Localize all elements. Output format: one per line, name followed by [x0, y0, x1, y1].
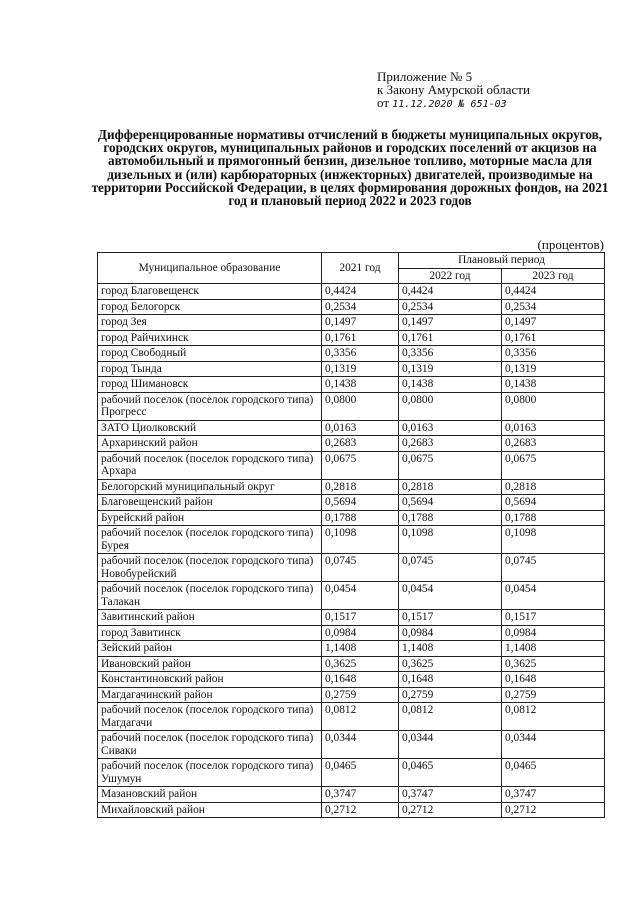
municipality-cell: Мазановский район	[98, 787, 322, 803]
table-row	[98, 703, 605, 731]
table-row	[98, 299, 605, 315]
value-2023-cell: 0,0812	[502, 703, 605, 731]
municipality-cell: город Белогорск	[98, 299, 322, 315]
value-2022-cell: 0,2712	[399, 802, 502, 818]
value-2021-cell: 0,1648	[322, 672, 399, 688]
value-2022-cell: 0,1497	[399, 315, 502, 331]
annex-header	[377, 70, 530, 111]
value-2023-cell: 0,2534	[502, 299, 605, 315]
value-2021-cell: 0,0454	[322, 582, 399, 610]
municipality-cell: рабочий поселок (поселок городского типа) Прогресс	[98, 392, 322, 420]
value-2022-cell: 0,5694	[399, 495, 502, 511]
table-row	[98, 802, 605, 818]
value-2023-cell: 0,0163	[502, 420, 605, 436]
value-2021-cell: 0,2683	[322, 436, 399, 452]
municipality-cell: Магдагачинский район	[98, 687, 322, 703]
table-row	[98, 625, 605, 641]
table-row	[98, 526, 605, 554]
document-title: Дифференцированные нормативы отчислений в бюджеты муниципальных округов, городских округов, муниципальных районов и городских поселений от акцизов на автомобильный и прямогонный бензин, дизельное топливо, моторные масла для дизельных и (или) карбюраторных (инжекторных) двигателей, производимые на территории Российской Федерации, в целях формирования дорожных фондов, на 2021 год и плановый период 2022 и 2023 годов	[91, 127, 609, 209]
value-2023-cell: 1,1408	[502, 641, 605, 657]
value-2023-cell: 0,2712	[502, 802, 605, 818]
municipality-cell: Михайловский район	[98, 802, 322, 818]
municipality-cell: Зейский район	[98, 641, 322, 657]
value-2021-cell: 0,3625	[322, 656, 399, 672]
table-row	[98, 582, 605, 610]
value-2023-cell: 0,4424	[502, 284, 605, 300]
value-2023-cell: 0,1319	[502, 361, 605, 377]
value-2021-cell: 1,1408	[322, 641, 399, 657]
municipality-cell: рабочий поселок (поселок городского типа) Архара	[98, 451, 322, 479]
value-2021-cell: 0,0984	[322, 625, 399, 641]
value-2023-cell: 0,1648	[502, 672, 605, 688]
value-2021-cell: 0,1788	[322, 510, 399, 526]
annex-law-reference: к Закону Амурской области	[377, 82, 530, 97]
value-2022-cell: 1,1408	[399, 641, 502, 657]
value-2021-cell: 0,0465	[322, 759, 399, 787]
municipality-cell: рабочий поселок (поселок городского типа) Магдагачи	[98, 703, 322, 731]
value-2021-cell: 0,1761	[322, 330, 399, 346]
value-2023-cell: 0,1098	[502, 526, 605, 554]
value-2022-cell: 0,0163	[399, 420, 502, 436]
annex-handwritten-date: 11.12.2020 № 651-03	[392, 99, 507, 110]
value-2023-cell: 0,3625	[502, 656, 605, 672]
value-2023-cell: 0,3747	[502, 787, 605, 803]
annex-date-line	[377, 96, 530, 111]
table-row	[98, 392, 605, 420]
municipality-cell: Константиновский район	[98, 672, 322, 688]
value-2022-cell: 0,1788	[399, 510, 502, 526]
municipality-cell: город Завитинск	[98, 625, 322, 641]
municipality-cell: Архаринский район	[98, 436, 322, 452]
header-planned-period: Плановый период	[399, 253, 605, 269]
table-row	[98, 315, 605, 331]
municipality-cell: ЗАТО Циолковский	[98, 420, 322, 436]
value-2022-cell: 0,0812	[399, 703, 502, 731]
value-2022-cell: 0,3356	[399, 346, 502, 362]
value-2023-cell: 0,5694	[502, 495, 605, 511]
value-2021-cell: 0,0163	[322, 420, 399, 436]
units-label: (процентов)	[537, 237, 604, 252]
table-row	[98, 420, 605, 436]
header-2021: 2021 год	[322, 253, 399, 284]
table-row	[98, 687, 605, 703]
value-2021-cell: 0,1497	[322, 315, 399, 331]
value-2023-cell: 0,0344	[502, 731, 605, 759]
value-2021-cell: 0,5694	[322, 495, 399, 511]
value-2023-cell: 0,0745	[502, 554, 605, 582]
value-2021-cell: 0,0745	[322, 554, 399, 582]
value-2022-cell: 0,3625	[399, 656, 502, 672]
value-2022-cell: 0,0675	[399, 451, 502, 479]
value-2023-cell: 0,0800	[502, 392, 605, 420]
value-2022-cell: 0,0984	[399, 625, 502, 641]
value-2022-cell: 0,0745	[399, 554, 502, 582]
value-2021-cell: 0,0812	[322, 703, 399, 731]
value-2022-cell: 0,1648	[399, 672, 502, 688]
municipality-cell: город Райчихинск	[98, 330, 322, 346]
table-row	[98, 284, 605, 300]
value-2023-cell: 0,3356	[502, 346, 605, 362]
table-row	[98, 479, 605, 495]
value-2023-cell: 0,1788	[502, 510, 605, 526]
table-row	[98, 436, 605, 452]
value-2022-cell: 0,2759	[399, 687, 502, 703]
value-2023-cell: 0,0984	[502, 625, 605, 641]
municipality-cell: рабочий поселок (поселок городского типа) Новобурейский	[98, 554, 322, 582]
table-row	[98, 787, 605, 803]
municipality-cell: рабочий поселок (поселок городского типа) Ушумун	[98, 759, 322, 787]
value-2021-cell: 0,2759	[322, 687, 399, 703]
value-2021-cell: 0,0344	[322, 731, 399, 759]
municipality-cell: Ивановский район	[98, 656, 322, 672]
municipality-cell: рабочий поселок (поселок городского типа) Сиваки	[98, 731, 322, 759]
table-row	[98, 759, 605, 787]
municipality-cell: город Свободный	[98, 346, 322, 362]
value-2023-cell: 0,2818	[502, 479, 605, 495]
municipality-cell: Завитинский район	[98, 610, 322, 626]
value-2022-cell: 0,1517	[399, 610, 502, 626]
table-row	[98, 361, 605, 377]
value-2023-cell: 0,1517	[502, 610, 605, 626]
value-2022-cell: 0,1319	[399, 361, 502, 377]
normatives-table	[97, 252, 605, 818]
value-2021-cell: 0,1438	[322, 377, 399, 393]
value-2023-cell: 0,1497	[502, 315, 605, 331]
municipality-cell: город Шимановск	[98, 377, 322, 393]
table-row	[98, 346, 605, 362]
value-2022-cell: 0,4424	[399, 284, 502, 300]
value-2023-cell: 0,0465	[502, 759, 605, 787]
value-2021-cell: 0,1319	[322, 361, 399, 377]
annex-date-prefix: от	[377, 95, 390, 110]
value-2023-cell: 0,2683	[502, 436, 605, 452]
value-2022-cell: 0,2534	[399, 299, 502, 315]
table-row	[98, 330, 605, 346]
value-2021-cell: 0,2712	[322, 802, 399, 818]
value-2023-cell: 0,0675	[502, 451, 605, 479]
value-2021-cell: 0,0675	[322, 451, 399, 479]
header-2023: 2023 год	[502, 268, 605, 284]
value-2023-cell: 0,1438	[502, 377, 605, 393]
table-row	[98, 451, 605, 479]
value-2022-cell: 0,1438	[399, 377, 502, 393]
value-2022-cell: 0,0465	[399, 759, 502, 787]
value-2021-cell: 0,1517	[322, 610, 399, 626]
municipality-cell: город Тында	[98, 361, 322, 377]
value-2021-cell: 0,4424	[322, 284, 399, 300]
municipality-cell: город Благовещенск	[98, 284, 322, 300]
value-2022-cell: 0,0800	[399, 392, 502, 420]
header-municipality: Муниципальное образование	[98, 253, 322, 284]
value-2022-cell: 0,1098	[399, 526, 502, 554]
value-2023-cell: 0,2759	[502, 687, 605, 703]
table-row	[98, 641, 605, 657]
municipality-cell: город Зея	[98, 315, 322, 331]
value-2021-cell: 0,2818	[322, 479, 399, 495]
value-2023-cell: 0,0454	[502, 582, 605, 610]
table-row	[98, 554, 605, 582]
table-row	[98, 610, 605, 626]
table-row	[98, 656, 605, 672]
table-row	[98, 510, 605, 526]
value-2021-cell: 0,2534	[322, 299, 399, 315]
value-2022-cell: 0,3747	[399, 787, 502, 803]
table-row	[98, 731, 605, 759]
municipality-cell: Благовещенский район	[98, 495, 322, 511]
table-row	[98, 495, 605, 511]
value-2022-cell: 0,0454	[399, 582, 502, 610]
municipality-cell: рабочий поселок (поселок городского типа) Талакан	[98, 582, 322, 610]
value-2021-cell: 0,1098	[322, 526, 399, 554]
value-2021-cell: 0,3747	[322, 787, 399, 803]
value-2022-cell: 0,2683	[399, 436, 502, 452]
table-row	[98, 377, 605, 393]
value-2021-cell: 0,3356	[322, 346, 399, 362]
table-row	[98, 672, 605, 688]
municipality-cell: Бурейский район	[98, 510, 322, 526]
value-2022-cell: 0,2818	[399, 479, 502, 495]
municipality-cell: Белогорский муниципальный округ	[98, 479, 322, 495]
annex-number: Приложение № 5	[377, 69, 473, 84]
value-2022-cell: 0,0344	[399, 731, 502, 759]
header-2022: 2022 год	[399, 268, 502, 284]
municipality-cell: рабочий поселок (поселок городского типа) Бурея	[98, 526, 322, 554]
value-2021-cell: 0,0800	[322, 392, 399, 420]
value-2023-cell: 0,1761	[502, 330, 605, 346]
value-2022-cell: 0,1761	[399, 330, 502, 346]
